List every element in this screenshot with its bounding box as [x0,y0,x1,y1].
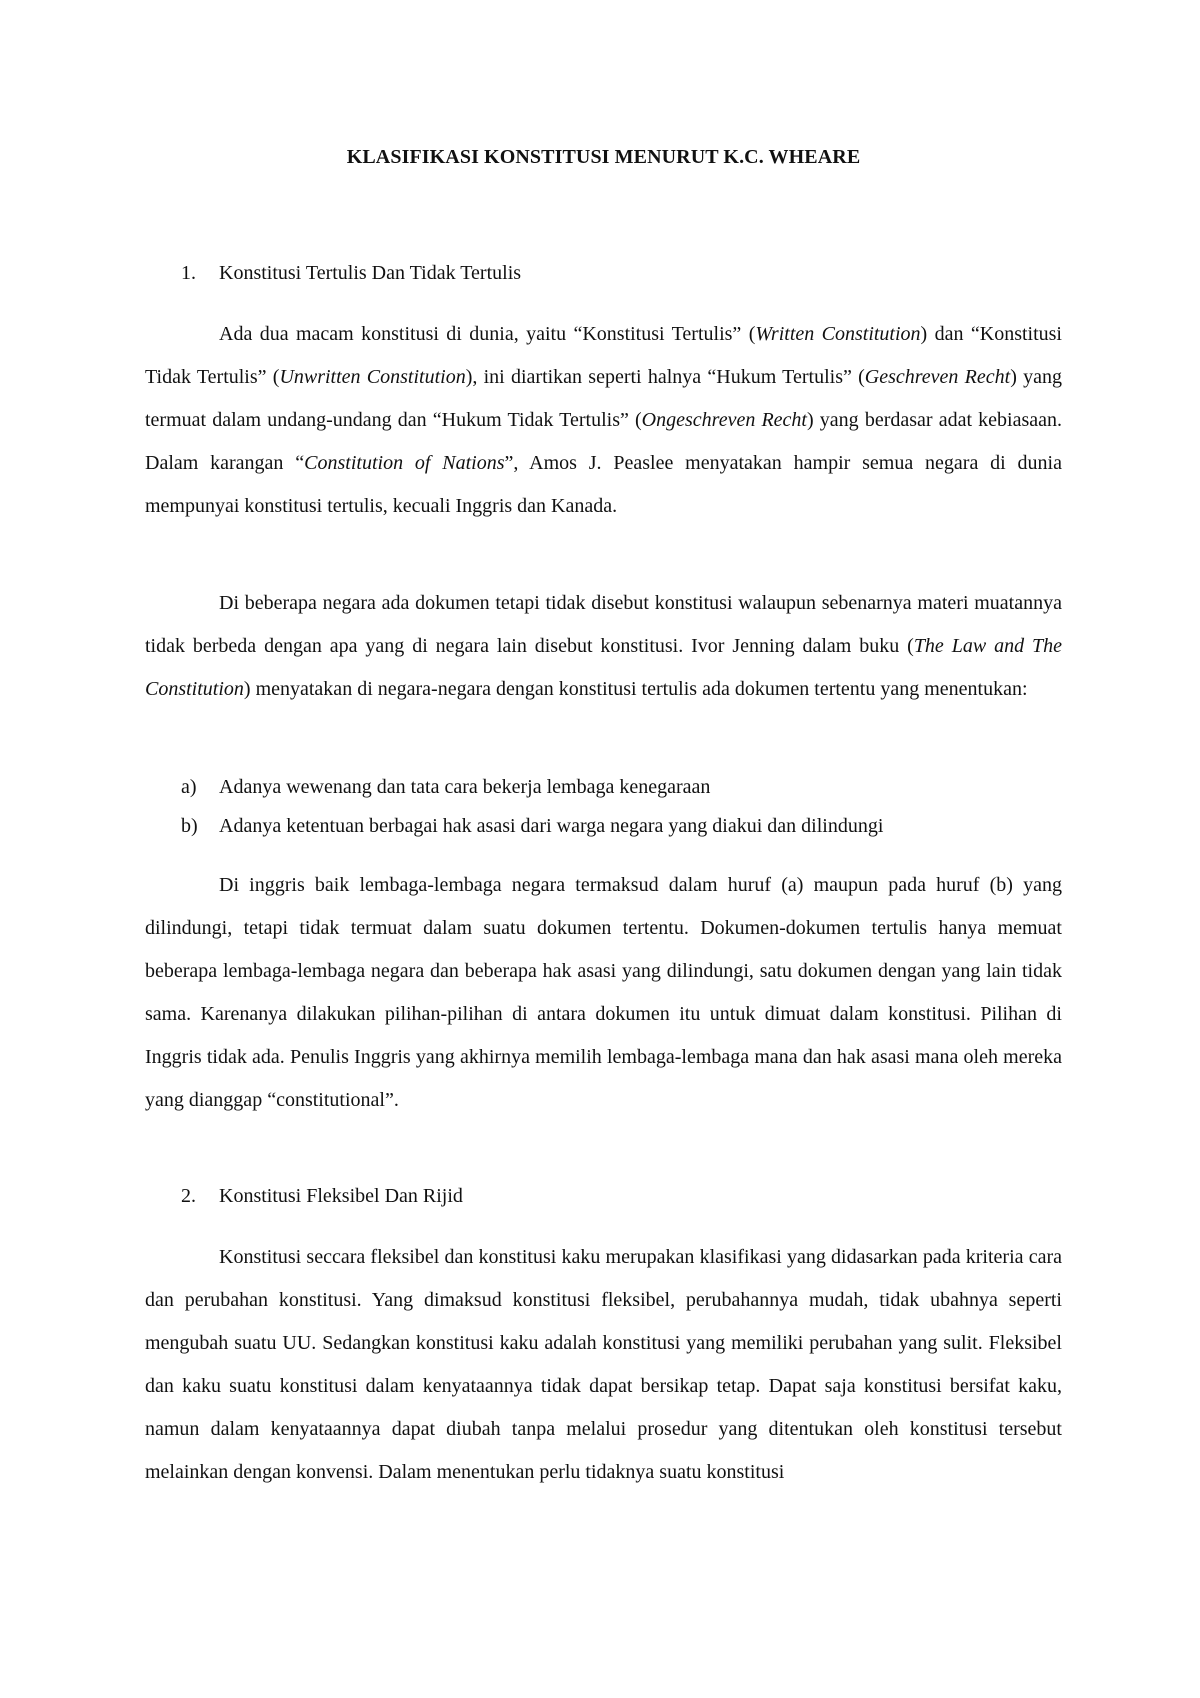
document-title: KLASIFIKASI KONSTITUSI MENURUT K.C. WHEARE [346,146,861,168]
italic-term: Written Constitution [755,323,921,345]
section-2-heading [181,1185,463,1208]
italic-term: Geschreven Recht [864,366,1011,388]
section-1-paragraph-2: Di beberapa negara ada dokumen tetapi tidak disebut konstitusi walaupun sebenarnya materi muatannya tidak berbeda dengan apa yang di negara lain disebut konstitusi. Ivor Jenning dalam buku (The Law and The Constitution) menyatakan di negara-negara dengan konstitusi tertulis ada dokumen tertentu yang menentukan: [145,592,1062,700]
section-2-number: 2. [181,1185,196,1207]
section-1-title: Konstitusi Tertulis Dan Tidak Tertulis [219,262,522,284]
list-marker: b) [181,815,198,837]
italic-term: The Law and The Constitution [145,635,1062,700]
list-item-a [181,776,710,799]
list-text: Adanya ketentuan berbagai hak asasi dari warga negara yang diakui dan dilindungi [219,815,884,837]
section-1-paragraph-3: Di inggris baik lembaga-lembaga negara termaksud dalam huruf (a) maupun pada huruf (b) yang dilindungi, tetapi tidak termuat dalam suatu dokumen tertentu. Dokumen-dokumen tertulis hanya memuat beberapa lembaga-lembaga negara dan beberapa hak asasi yang dilindungi, satu dokumen dengan yang lain tidak sama. Karenanya dilakukan pilihan-pilihan di antara dokumen itu untuk dimuat dalam konstitusi. Pilihan di Inggris tidak ada. Penulis Inggris yang akhirnya memilih lembaga-lembaga mana dan hak asasi mana oleh mereka yang dianggap “constitutional”. [145,874,1062,1111]
italic-term: Ongeschreven Recht [641,409,807,431]
italic-term: Unwritten Constitution [279,366,466,388]
section-1-paragraph-1: Ada dua macam konstitusi di dunia, yaitu “Konstitusi Tertulis” (Written Constitution) dan “Konstitusi Tidak Tertulis” (Unwritten Constitution), ini diartikan seperti halnya “Hukum Tertulis” (Geschreven Recht) yang termuat dalam undang-undang dan “Hukum Tidak Tertulis” (Ongeschreven Recht) yang berdasar adat kebiasaan. Dalam karangan “Constitution of Nations”, Amos J. Peaslee menyatakan hampir semua negara di dunia mempunyai konstitusi tertulis, kecuali Inggris dan Kanada. [145,323,1063,517]
list-item-b [181,815,883,838]
section-1-heading [181,262,521,285]
list-marker: a) [181,776,197,798]
italic-term: Constitution of Nations [304,452,505,474]
list-text: Adanya wewenang dan tata cara bekerja lembaga kenegaraan [219,776,711,798]
section-2-title: Konstitusi Fleksibel Dan Rijid [219,1185,463,1207]
section-2-paragraph-1: Konstitusi seccara fleksibel dan konstitusi kaku merupakan klasifikasi yang didasarkan pada kriteria cara dan perubahan konstitusi. Yang dimaksud konstitusi fleksibel, perubahannya mudah, tidak ubahnya seperti mengubah suatu UU. Sedangkan konstitusi kaku adalah konstitusi yang memiliki perubahan yang sulit. Fleksibel dan kaku suatu konstitusi dalam kenyataannya tidak dapat bersikap tetap. Dapat saja konstitusi bersifat kaku, namun dalam kenyataannya dapat diubah tanpa melalui prosedur yang ditentukan oleh konstitusi tersebut melainkan dengan konvensi. Dalam menentukan perlu tidaknya suatu konstitusi [145,1246,1062,1483]
section-1-number: 1. [181,262,196,284]
